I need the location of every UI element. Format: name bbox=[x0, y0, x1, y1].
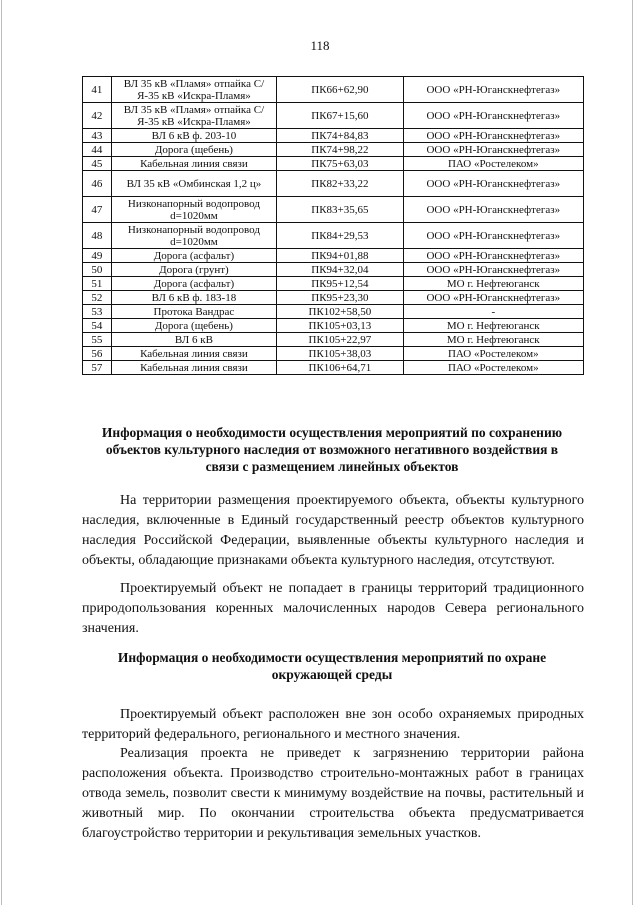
row-number-cell: 57 bbox=[83, 361, 112, 375]
row-number-cell: 42 bbox=[83, 103, 112, 129]
owner-cell: МО г. Нефтеюганск bbox=[403, 319, 583, 333]
culture-paragraph-2: Проектируемый объект не попадает в границы территорий традиционного природопользования коренных малочисленных народов Севера регионального значения. bbox=[82, 581, 584, 636]
object-name-cell: ВЛ 35 кВ «Пламя» отпайка С/Я-35 кВ «Искра-Пламя» bbox=[111, 77, 277, 103]
environment-paragraph-1: Проектируемый объект расположен вне зон особо охраняемых природных территорий федерального, регионального и местного значения. bbox=[82, 707, 584, 742]
page-number: 118 bbox=[310, 38, 330, 53]
environment-paragraph-2: Реализация проекта не приведет к загрязнению территории района расположения объекта. Производство строительно-монтажных работ в границах отвода земель, позволит свести к минимуму воздействие на почвы, растительный и животный мир. По окончании строительства объекта предусматривается благоустройство территории и рекультивация земельных участков. bbox=[82, 746, 584, 841]
picket-cell: ПК66+62,90 bbox=[277, 77, 403, 103]
owner-cell: ООО «РН-Юганскнефтегаз» bbox=[403, 197, 583, 223]
owner-cell: ООО «РН-Юганскнефтегаз» bbox=[403, 143, 583, 157]
picket-cell: ПК74+98,22 bbox=[277, 143, 403, 157]
table-row bbox=[83, 77, 584, 103]
owner-cell: ООО «РН-Юганскнефтегаз» bbox=[403, 77, 583, 103]
table-row bbox=[83, 129, 584, 143]
object-name-cell: Дорога (асфальт) bbox=[111, 249, 277, 263]
table-row bbox=[83, 249, 584, 263]
row-number-cell: 51 bbox=[83, 277, 112, 291]
object-name-cell: ВЛ 35 кВ «Омбинская 1,2 ц» bbox=[111, 171, 277, 197]
row-number-cell: 56 bbox=[83, 347, 112, 361]
culture-paragraph-1: На территории размещения проектируемого объекта, объекты культурного наследия, включенные в Единый государственный реестр объектов культурного наследия Российской Федерации, выявленные объекты культурного наследия и объекты, обладающие признаками объекта культурного наследия, отсутствуют. bbox=[82, 493, 584, 568]
table-row bbox=[83, 103, 584, 129]
row-number-cell: 45 bbox=[83, 157, 112, 171]
picket-cell: ПК82+33,22 bbox=[277, 171, 403, 197]
environment-heading: Информация о необходимости осуществления мероприятий по охране окружающей среды bbox=[117, 650, 547, 682]
right-scan-edge bbox=[632, 0, 633, 905]
table-row bbox=[83, 333, 584, 347]
picket-cell: ПК67+15,60 bbox=[277, 103, 403, 129]
picket-cell: ПК94+01,88 bbox=[277, 249, 403, 263]
owner-cell: МО г. Нефтеюганск bbox=[403, 277, 583, 291]
picket-cell: ПК83+35,65 bbox=[277, 197, 403, 223]
picket-cell: ПК95+12,54 bbox=[277, 277, 403, 291]
table-row bbox=[83, 319, 584, 333]
crossings-table bbox=[82, 76, 584, 375]
owner-cell: МО г. Нефтеюганск bbox=[403, 333, 583, 347]
row-number-cell: 41 bbox=[83, 77, 112, 103]
row-number-cell: 46 bbox=[83, 171, 112, 197]
owner-cell: ПАО «Ростелеком» bbox=[403, 157, 583, 171]
object-name-cell: Дорога (щебень) bbox=[111, 143, 277, 157]
row-number-cell: 43 bbox=[83, 129, 112, 143]
picket-cell: ПК105+03,13 bbox=[277, 319, 403, 333]
table-row bbox=[83, 197, 584, 223]
picket-cell: ПК105+22,97 bbox=[277, 333, 403, 347]
culture-heading: Информация о необходимости осуществления мероприятий по сохранению объектов культурного наследия от возможного негативного воздействия в связи с размещением линейных объектов bbox=[101, 425, 563, 474]
object-name-cell: Протока Вандрас bbox=[111, 305, 277, 319]
row-number-cell: 47 bbox=[83, 197, 112, 223]
owner-cell: ООО «РН-Юганскнефтегаз» bbox=[403, 223, 583, 249]
table-row bbox=[83, 263, 584, 277]
table-row bbox=[83, 171, 584, 197]
row-number-cell: 52 bbox=[83, 291, 112, 305]
picket-cell: ПК102+58,50 bbox=[277, 305, 403, 319]
left-scan-edge bbox=[1, 0, 2, 905]
row-number-cell: 50 bbox=[83, 263, 112, 277]
object-name-cell: Низконапорный водопровод d=1020мм bbox=[111, 223, 277, 249]
object-name-cell: ВЛ 6 кВ bbox=[111, 333, 277, 347]
object-name-cell: Кабельная линия связи bbox=[111, 157, 277, 171]
row-number-cell: 48 bbox=[83, 223, 112, 249]
picket-cell: ПК105+38,03 bbox=[277, 347, 403, 361]
crossings-table-body bbox=[83, 77, 584, 375]
table-row bbox=[83, 157, 584, 171]
owner-cell: ПАО «Ростелеком» bbox=[403, 347, 583, 361]
owner-cell: ООО «РН-Юганскнефтегаз» bbox=[403, 171, 583, 197]
object-name-cell: Дорога (щебень) bbox=[111, 319, 277, 333]
table-row bbox=[83, 347, 584, 361]
picket-cell: ПК75+63,03 bbox=[277, 157, 403, 171]
owner-cell: ООО «РН-Юганскнефтегаз» bbox=[403, 129, 583, 143]
object-name-cell: Дорога (асфальт) bbox=[111, 277, 277, 291]
table-row bbox=[83, 223, 584, 249]
owner-cell: ПАО «Ростелеком» bbox=[403, 361, 583, 375]
object-name-cell: Низконапорный водопровод d=1020мм bbox=[111, 197, 277, 223]
owner-cell: ООО «РН-Юганскнефтегаз» bbox=[403, 263, 583, 277]
table-row bbox=[83, 361, 584, 375]
picket-cell: ПК84+29,53 bbox=[277, 223, 403, 249]
object-name-cell: Кабельная линия связи bbox=[111, 361, 277, 375]
row-number-cell: 44 bbox=[83, 143, 112, 157]
owner-cell: ООО «РН-Юганскнефтегаз» bbox=[403, 249, 583, 263]
row-number-cell: 49 bbox=[83, 249, 112, 263]
owner-cell: ООО «РН-Юганскнефтегаз» bbox=[403, 291, 583, 305]
object-name-cell: ВЛ 6 кВ ф. 203-10 bbox=[111, 129, 277, 143]
picket-cell: ПК94+32,04 bbox=[277, 263, 403, 277]
table-row bbox=[83, 277, 584, 291]
table-row bbox=[83, 305, 584, 319]
row-number-cell: 54 bbox=[83, 319, 112, 333]
object-name-cell: Дорога (грунт) bbox=[111, 263, 277, 277]
row-number-cell: 55 bbox=[83, 333, 112, 347]
object-name-cell: ВЛ 35 кВ «Пламя» отпайка С/Я-35 кВ «Искра-Пламя» bbox=[111, 103, 277, 129]
picket-cell: ПК95+23,30 bbox=[277, 291, 403, 305]
owner-cell: - bbox=[403, 305, 583, 319]
row-number-cell: 53 bbox=[83, 305, 112, 319]
object-name-cell: ВЛ 6 кВ ф. 183-18 bbox=[111, 291, 277, 305]
owner-cell: ООО «РН-Юганскнефтегаз» bbox=[403, 103, 583, 129]
table-row bbox=[83, 143, 584, 157]
table-row bbox=[83, 291, 584, 305]
picket-cell: ПК106+64,71 bbox=[277, 361, 403, 375]
object-name-cell: Кабельная линия связи bbox=[111, 347, 277, 361]
picket-cell: ПК74+84,83 bbox=[277, 129, 403, 143]
